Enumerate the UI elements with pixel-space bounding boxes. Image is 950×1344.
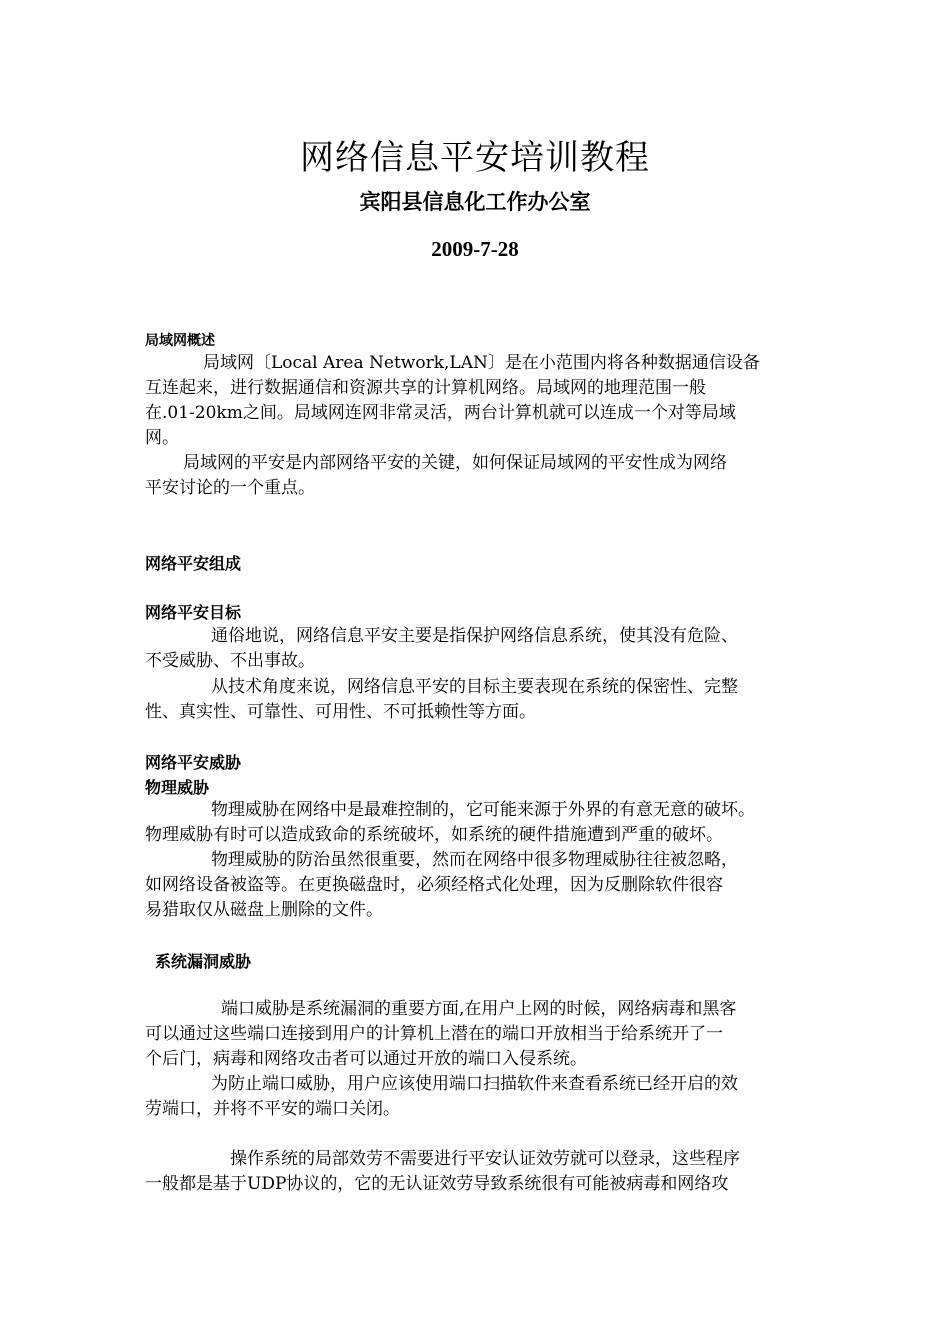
paragraph-line: 局域网〔Local Area Network,LAN〕是在小范围内将各种数据通信设备	[203, 353, 760, 373]
paragraph-line: 在.01-20km之间。局域网连网非常灵活，两台计算机就可以连成一个对等局域	[145, 403, 736, 423]
document-title: 网络信息平安培训教程	[300, 138, 650, 178]
composition-heading: 网络平安组成	[145, 554, 242, 573]
paragraph-line: 局域网的平安是内部网络平安的关键，如何保证局域网的平安性成为网络	[183, 453, 727, 473]
paragraph-line: 不受威胁、不出事故。	[145, 651, 315, 671]
paragraph-line: 如网络设备被盗等。在更换磁盘时，必须经格式化处理，因为反删除软件很容	[145, 875, 723, 895]
paragraph-line: 物理威胁的防治虽然很重要，然而在网络中很多物理威胁往往被忽略，	[211, 850, 738, 870]
paragraph-line: 物理威胁有时可以造成致命的系统破坏，如系统的硬件措施遭到严重的破坏。	[145, 825, 723, 845]
paragraph-line: 物理威胁在网络中是最难控制的，它可能来源于外界的有意无意的破坏。	[211, 800, 755, 820]
vulnerability-threat-heading: 系统漏洞威胁	[155, 952, 252, 971]
paragraph-line: 易猎取仅从磁盘上删除的文件。	[145, 900, 383, 920]
paragraph-line: 性、真实性、可靠性、可用性、不可抵赖性等方面。	[145, 702, 536, 722]
paragraph-line: 个后门，病毒和网络攻击者可以通过开放的端口入侵系统。	[145, 1049, 587, 1069]
lan-overview-heading: 局域网概述	[145, 333, 215, 349]
paragraph-line: 网。	[145, 428, 179, 448]
paragraph-line: 劳端口，并将不平安的端口关闭。	[145, 1099, 400, 1119]
paragraph-line: 为防止端口威胁，用户应该使用端口扫描软件来查看系统已经开启的效	[211, 1074, 738, 1094]
paragraph-line: 互连起来，进行数据通信和资源共享的计算机网络。局域网的地理范围一般	[145, 378, 706, 398]
document-subtitle: 宾阳县信息化工作办公室	[359, 189, 591, 214]
threats-heading: 网络平安威胁	[145, 753, 242, 772]
document-date: 2009-7-28	[431, 237, 519, 261]
paragraph-line: 端口威胁是系统漏洞的重要方面,在用户上网的时候，网络病毒和黑客	[221, 999, 737, 1019]
paragraph-line: 从技术角度来说，网络信息平安的目标主要表现在系统的保密性、完整	[211, 677, 738, 697]
paragraph-line: 一般都是基于UDP协议的，它的无认证效劳导致系统很有可能被病毒和网络攻	[145, 1174, 729, 1194]
goals-heading: 网络平安目标	[145, 603, 242, 622]
paragraph-line: 可以通过这些端口连接到用户的计算机上潜在的端口开放相当于给系统开了一	[145, 1024, 723, 1044]
physical-threat-heading: 物理威胁	[145, 778, 210, 797]
paragraph-line: 通俗地说，网络信息平安主要是指保护网络信息系统，使其没有危险、	[211, 626, 738, 646]
paragraph-line: 平安讨论的一个重点。	[145, 478, 315, 498]
paragraph-line: 操作系统的局部效劳不需要进行平安认证效劳就可以登录，这些程序	[230, 1149, 740, 1169]
